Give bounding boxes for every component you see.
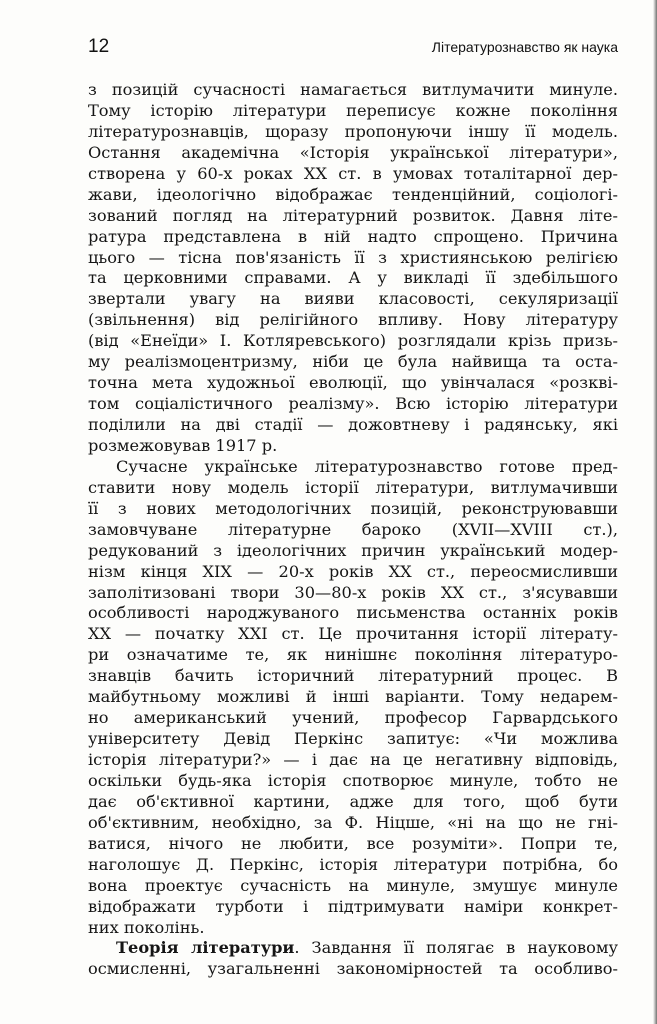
text-line: з позицій сучасності намагається витлумачити минуле.	[88, 80, 618, 99]
text-line: редукований з ідеологічних причин український модер-	[88, 540, 618, 560]
text-line: (звільнення) від релігійного впливу. Нову літературу	[88, 310, 618, 330]
page-number: 12	[88, 36, 110, 57]
text-line: них поколінь.	[88, 917, 205, 937]
text-line: ратура представлена в ній надто спрощено. Причина	[88, 226, 618, 246]
text-line: відображати турботи і підтримувати наміри конкрет-	[88, 896, 618, 916]
text-line: том соціалістичного реалізму». Всю історію літератури	[88, 394, 618, 414]
text-line: (від «Енеїди» І. Котляревського) розглядали крізь призь-	[88, 331, 618, 351]
page-edge-shadow	[653, 0, 657, 1024]
text-line: та церковними справами. А у викладі її здебільшого	[88, 268, 618, 288]
text-line: оскільки будь-яка історія спотворює минуле, тобто не	[88, 770, 618, 790]
text-line: заполітизовані твори 30—80-х років XX ст., з'ясувавши	[88, 582, 618, 602]
text-line: осмисленні, узагальненні закономірностей та особливо-	[88, 959, 618, 979]
text-line	[88, 938, 618, 959]
text-line: жави, ідеологічно відображає тенденційний, соціологі-	[88, 184, 618, 204]
text-line: наголошує Д. Перкінс, історія літератури потрібна, бо	[88, 854, 618, 874]
text-line: точна мета художньої еволюції, що увінчалася «розкві-	[88, 373, 618, 393]
text-line: майбутньому можливі й інші варіанти. Тому недарем-	[88, 687, 618, 707]
text-line: XX — початку XXI ст. Це прочитання історії літерату-	[88, 624, 618, 644]
text-line: історія літератури?» — і дає на це негативну відповідь,	[88, 750, 618, 769]
text-line: вона проектує сучасність на минуле, змушує минуле	[88, 875, 618, 895]
text-line: му реалізмоцентризму, ніби це була найвища та оста-	[88, 352, 618, 372]
text-line: її з нових методологічних позицій, реконструювавши	[88, 498, 618, 518]
text-line: особливості народжуваного письменства останніх років	[88, 603, 618, 623]
text-line: зований погляд на літературний розвиток. Давня літе-	[88, 205, 618, 225]
text-line: створена у 60-х роках XX ст. в умовах тоталітарної дер-	[88, 163, 618, 183]
text-line: цього — тісна пов'язаність її з християнською релігією	[88, 247, 618, 267]
text-line: літературознавців, щоразу пропонуючи іншу її модель.	[88, 121, 618, 141]
paragraph-modern-literary-studies	[88, 457, 618, 939]
text-line: звертали увагу на вияви класовості, секуляризації	[88, 289, 618, 309]
text-line: розмежовував 1917 р.	[88, 435, 278, 455]
text-line: ставити нову модель історії літератури, витлумачивши	[88, 477, 618, 497]
text-line: но американський учений, професор Гарвардського	[88, 708, 618, 728]
paragraph-history-rewriting	[88, 80, 618, 457]
text-line: університету Девід Перкінс запитує: «Чи можлива	[88, 729, 618, 749]
text-line: Остання академічна «Історія української літератури»,	[88, 142, 618, 162]
text-line: нізм кінця XIX — 20-х років XX ст., переосмисливши	[88, 561, 618, 581]
text-line: ватися, нічого не любити, все розуміти». Попри те,	[88, 833, 618, 853]
text-line: ри означатиме те, як нинішнє покоління літературо-	[88, 645, 618, 665]
text-line: Тому історію літератури переписує кожне покоління	[88, 100, 618, 120]
text-line: поділили на дві стадії — дожовтневу і радянську, які	[88, 415, 618, 434]
body-text	[88, 80, 618, 980]
text-line: об'єктивним, необхідно, за Ф. Ніцше, «ні на що не гні-	[88, 812, 618, 832]
text-line: замовчуване літературне бароко (XVII—XVIII ст.),	[88, 519, 618, 539]
run-in-heading: Теорія літератури	[116, 938, 295, 958]
text-line: знавців бачить історичний літературний процес. В	[88, 666, 618, 686]
text-line: Сучасне українське літературознавство готове пред-	[116, 456, 618, 476]
text-fragment: . Завдання її полягає в науковому	[294, 938, 618, 958]
text-line: дає об'єктивної картини, адже для того, щоб бути	[88, 791, 618, 811]
page-header	[88, 36, 618, 58]
paragraph-theory-of-literature	[88, 938, 618, 980]
running-title: Літературознавство як наука	[431, 39, 618, 55]
